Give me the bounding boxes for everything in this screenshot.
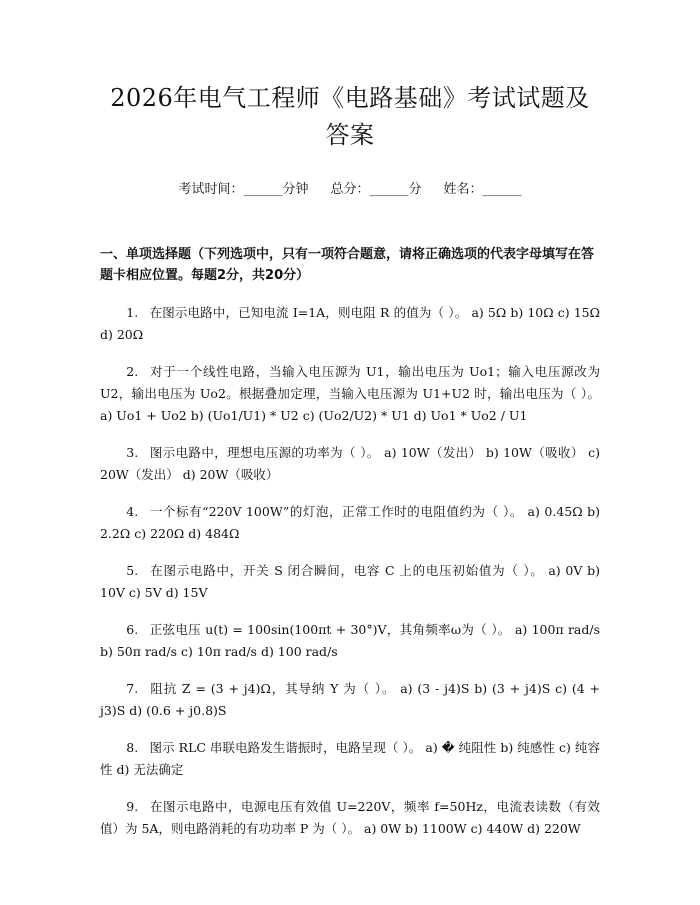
question-item [100,501,600,545]
question-item [100,796,600,840]
question-number: 5. [126,563,139,578]
question-text: 阻抗 Z = (3 + j4)Ω，其导纳 Y 为（ ）。 a) (3 - j4)S b) (3 + j4)S c) (4 + j3)S d) (0.6 + j0.8)S [100,681,600,718]
question-number: 1. [126,305,139,320]
question-text: 图示 RLC 串联电路发生谐振时，电路呈现（ ）。 a) � 纯阻性 b) 纯感性 c) 纯容性 d) 无法确定 [100,740,600,777]
question-number: 9. [126,799,139,814]
question-item [100,737,600,781]
name-field: 姓名：______ [443,182,522,197]
title-line-1: 2026年电气工程师《电路基础》考试试题及 [110,84,590,112]
question-item [100,361,600,427]
question-text: 一个标有“220V 100W”的灯泡，正常工作时的电阻值约为（ ）。 a) 0.45Ω b) 2.2Ω c) 220Ω d) 484Ω [100,504,600,541]
question-item [100,678,600,722]
question-text: 在图示电路中，电源电压有效值 U=220V，频率 f=50Hz，电流表读数（有效值）为 5A，则电路消耗的有功功率 P 为（ ）。 a) 0W b) 1100W c) 440W d) 220W [100,799,600,836]
question-number: 3. [126,445,139,460]
question-text: 在图示电路中，开关 S 闭合瞬间，电容 C 上的电压初始值为（ ）。 a) 0V b) 10V c) 5V d) 15V [100,563,600,600]
question-item [100,619,600,663]
title-line-2: 答案 [325,121,375,149]
question-number: 7. [126,681,139,696]
question-number: 8. [126,740,139,755]
exam-meta [100,180,600,200]
question-text: 对于一个线性电路，当输入电压源为 U1，输出电压为 Uo1；输入电压源改为 U2，输出电压为 Uo2。根据叠加定理，当输入电压源为 U1+U2 时，输出电压为（ ）。 a) Uo1 + Uo2 b) (Uo1/U1) * U2 c) (Uo2/U2) * U1 d) Uo1 * Uo2 / U1 [100,364,600,423]
question-list [100,302,600,840]
question-text: 图示电路中，理想电压源的功率为（ ）。 a) 10W（发出） b) 10W（吸收） c) 20W（发出） d) 20W（吸收） [100,445,600,482]
total-score-field: 总分：______分 [330,182,422,197]
question-text: 正弦电压 u(t) = 100sin(100πt + 30°)V，其角频率ω为（ ）。 a) 100π rad/s b) 50π rad/s c) 10π rad/s d) 100 rad/s [100,622,600,659]
section-heading: 一、单项选择题（下列选项中，只有一项符合题意，请将正确选项的代表字母填写在答题卡相应位置。每题2分，共20分） [100,247,595,283]
exam-time-field: 考试时间：______分钟 [178,182,309,197]
question-item [100,302,600,346]
question-text: 在图示电路中，已知电流 I=1A，则电阻 R 的值为（ ）。 a) 5Ω b) 10Ω c) 15Ω d) 20Ω [100,305,600,342]
question-item [100,560,600,604]
question-number: 2. [126,364,139,379]
question-number: 4. [126,504,139,519]
question-item [100,442,600,486]
page-title [100,80,600,154]
question-number: 6. [126,622,139,637]
